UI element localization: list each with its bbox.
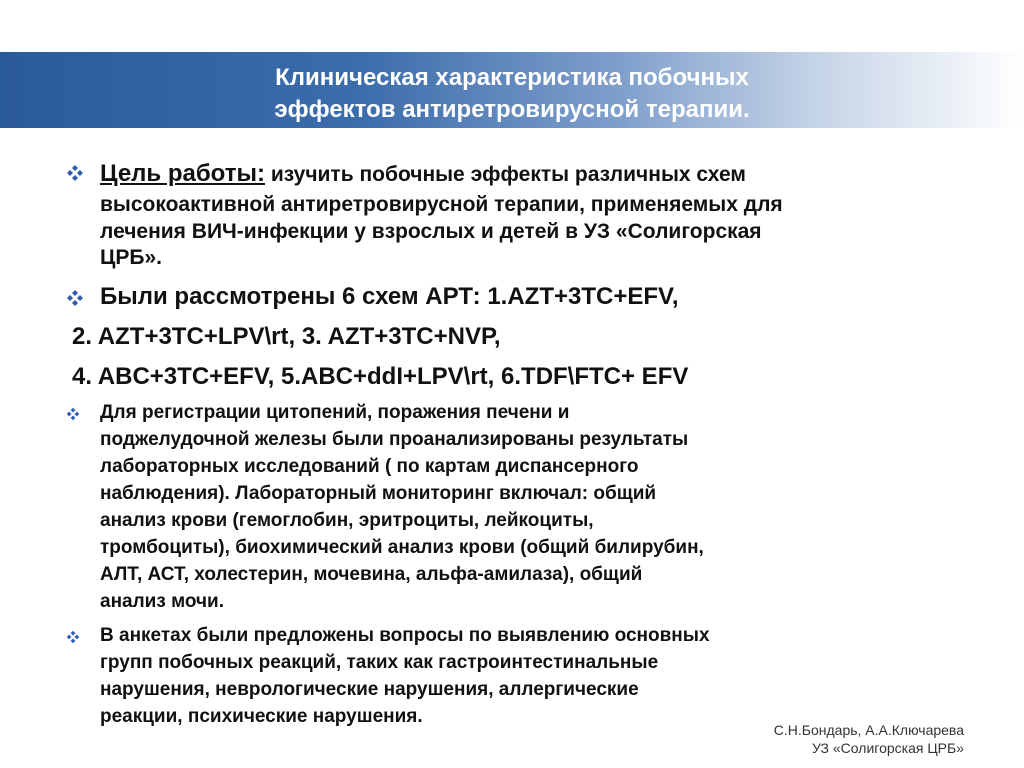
questionnaire-line: групп побочных реакций, таких как гастроинтестинальные	[100, 652, 659, 673]
registration-line: лабораторных исследований ( по картам диспансерного	[100, 456, 639, 477]
author-names: С.Н.Бондарь, А.А.Ключарева	[773, 722, 964, 738]
schemes-line: 4. ABC+3TC+EFV, 5.ABC+ddI+LPV\rt, 6.TDF\FTC+ EFV	[72, 363, 689, 390]
schemes-line: Были рассмотрены 6 схем АРТ: 1.AZT+3TC+EFV,	[100, 283, 679, 310]
questionnaire-line: нарушения, неврологические нарушения, аллергические	[100, 679, 639, 700]
goal-text-line: ЦРБ».	[100, 246, 162, 269]
registration-line: наблюдения). Лабораторный мониторинг включал: общий	[100, 483, 657, 504]
four-diamond-bullet-icon	[66, 289, 84, 307]
four-diamond-bullet-icon	[66, 630, 80, 644]
questionnaire-line: В анкетах были предложены вопросы по выявлению основных	[100, 625, 710, 646]
goal-text-line: высокоактивной антиретровирусной терапии, применяемых для	[100, 193, 783, 216]
registration-line: тромбоциты), биохимический анализ крови (общий билирубин,	[100, 537, 704, 558]
schemes-line: 2. AZT+3TC+LPV\rt, 3. AZT+3TC+NVP,	[72, 323, 501, 350]
registration-line: анализ мочи.	[100, 591, 225, 612]
registration-line: Для регистрации цитопений, поражения печени и	[100, 402, 570, 423]
title-line-2: эффектов антиретровирусной терапии.	[274, 96, 750, 123]
title-line-1: Клиническая характеристика побочных	[275, 64, 749, 91]
registration-line: АЛТ, АСТ, холестерин, мочевина, альфа-амилаза), общий	[100, 564, 643, 585]
registration-line: анализ крови (гемоглобин, эритроциты, лейкоциты,	[100, 510, 594, 531]
four-diamond-bullet-icon	[66, 164, 84, 182]
goal-first-line	[100, 160, 746, 188]
goal-label: Цель работы:	[100, 160, 265, 187]
goal-text-line: лечения ВИЧ-инфекции у взрослых и детей в УЗ «Солигорская	[100, 220, 762, 243]
author-institution: УЗ «Солигорская ЦРБ»	[811, 740, 964, 756]
questionnaire-line: реакции, психические нарушения.	[100, 706, 423, 727]
registration-line: поджелудочной железы были проанализированы результаты	[100, 429, 689, 450]
goal-text-line: изучить побочные эффекты различных схем	[270, 163, 746, 186]
four-diamond-bullet-icon	[66, 407, 80, 421]
